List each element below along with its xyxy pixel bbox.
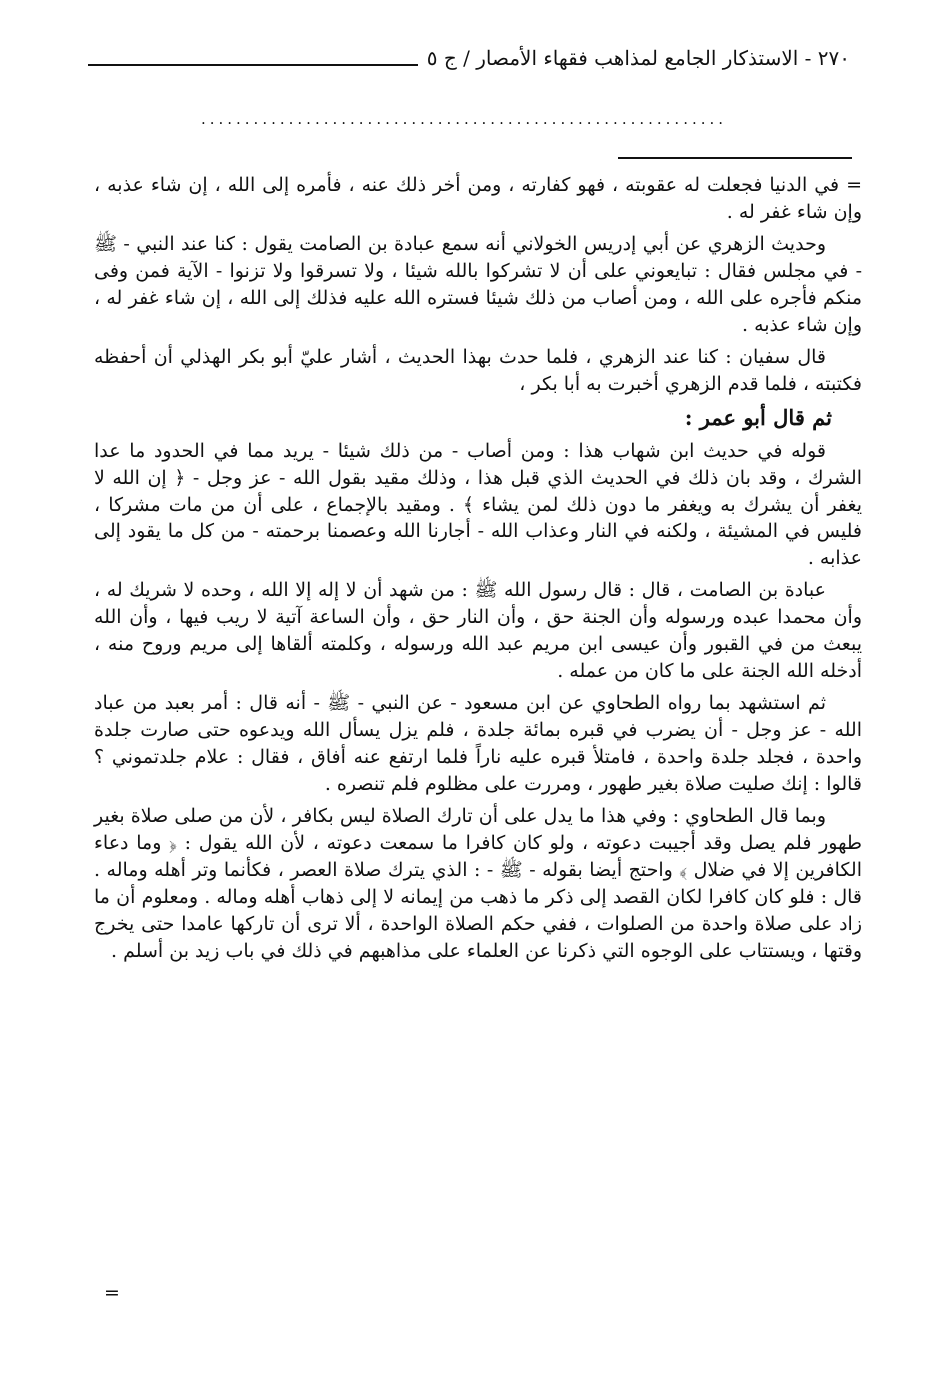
paragraph: قال سفيان : كنا عند الزهري ، فلما حدث بهذا الحديث ، أشار عليّ أبو بكر الهذلي أن أحفظه فكتبته ، فلما قدم الزهري أخبرت به أبا بكر ، (94, 345, 862, 395)
body-text (94, 172, 862, 970)
paragraph: ثم استشهد بما رواه الطحاوي عن ابن مسعود - عن النبي - ﷺ - أنه قال : أمر بعبد من عباد الله - عز وجل - أن يضرب في قبره بمائة جلدة ، فلم يزل يسأل الله ويدعوه حتى صارت جلدة واحدة ، فجلد جلدة واحدة ، فامتلأ قبره عليه ناراً فلما ارتفع عنه أفاق ، فقال : علام جلدتموني ؟ قالوا : إنك صليت صلاة بغير طهور ، ومررت على مظلوم فلم تنصره . (94, 692, 862, 796)
footnote-rule (618, 157, 852, 159)
separator-dots: ............................................................ (200, 110, 728, 124)
paragraph: وبما قال الطحاوي : وفي هذا ما يدل على أن تارك الصلاة ليس بكافر ، لأن من صلى صلاة بغير طهور فلم يصل وقد أجيبت دعوته ، ولو كان كافرا ما سمعت دعوته ، لأن الله يقول : ﴿ وما دعاء الكافرين إلا في ضلال ﴾ واحتج أيضا بقوله - ﷺ - : الذي يترك صلاة العصر ، فكأنما وتر أهله وماله . قال : فلو كان كافرا لكان القصد إلى ذكر ما ذهب من إيمانه لا إلى ذهاب أهله وماله . ومعلوم أن ما زاد على صلاة واحدة من الصلوات ، ففي حكم الصلاة الواحدة ، ألا ترى أن تاركها عامدا حتى يخرج وقتها ، ويستتاب على الوجوه التي ذكرنا عن العلماء على مذاهبهم في ذلك في باب زيد بن أسلم . (94, 805, 862, 962)
running-title: ٢٧٠ - الاستذكار الجامع لمذاهب فقهاء الأمصار / ج ٥ (426, 46, 850, 70)
paragraph: قوله في حديث ابن شهاب هذا : ومن أصاب - من ذلك شيئا - يريد مما في الحدود ما عدا الشرك ، وقد بان ذلك في الحديث الذي قبل هذا ، وذلك مقيد بقول الله - عز وجل - ﴿ إن الله لا يغفر أن يشرك به ويغفر ما دون ذلك لمن يشاء ﴾ . ومقيد بالإجماع ، على أن من مات مشركا ، فليس في المشيئة ، ولكنه في النار وعذاب الله - أجارنا الله وعصمنا برحمته - من كل ما يقود إلى عذابه . (94, 439, 862, 570)
paragraph: = في الدنيا فجعلت له عقوبته ، فهو كفارته ، ومن أخر ذلك عنه ، فأمره إلى الله ، إن شاء عذبه ، وإن شاء غفر له . (94, 174, 862, 223)
header-rule (88, 64, 418, 66)
page-header (88, 44, 850, 84)
continuation-mark: = (104, 1282, 120, 1304)
paragraph: عبادة بن الصامت ، قال : قال رسول الله ﷺ : من شهد أن لا إله إلا الله ، وحده لا شريك له ، وأن محمدا عبده ورسوله وأن الجنة حق ، وأن النار حق ، وأن الساعة آتية لا ريب فيها ، وأن الله يبعث من في القبور وأن عيسى ابن مريم عبد الله ورسوله ، وكلمته ألقاها إلى مريم وروح منه ، أدخله الله الجنة على ما كان من عمله . (94, 579, 862, 683)
section-heading: ثم قال أبو عمر : (684, 404, 832, 430)
paragraph: وحديث الزهري عن أبي إدريس الخولاني أنه سمع عبادة بن الصامت يقول : كنا عند النبي - ﷺ - في مجلس فقال : تبايعوني على أن لا تشركوا بالله شيئا ، ولا تسرقوا ولا تزنوا - الآية فمن وفى منكم فأجره على الله ، ومن أصاب من ذلك شيئا فستره الله عليه فذلك إلى الله ، إن شاء غفر له ، وإن شاء عذبه . (94, 232, 862, 336)
